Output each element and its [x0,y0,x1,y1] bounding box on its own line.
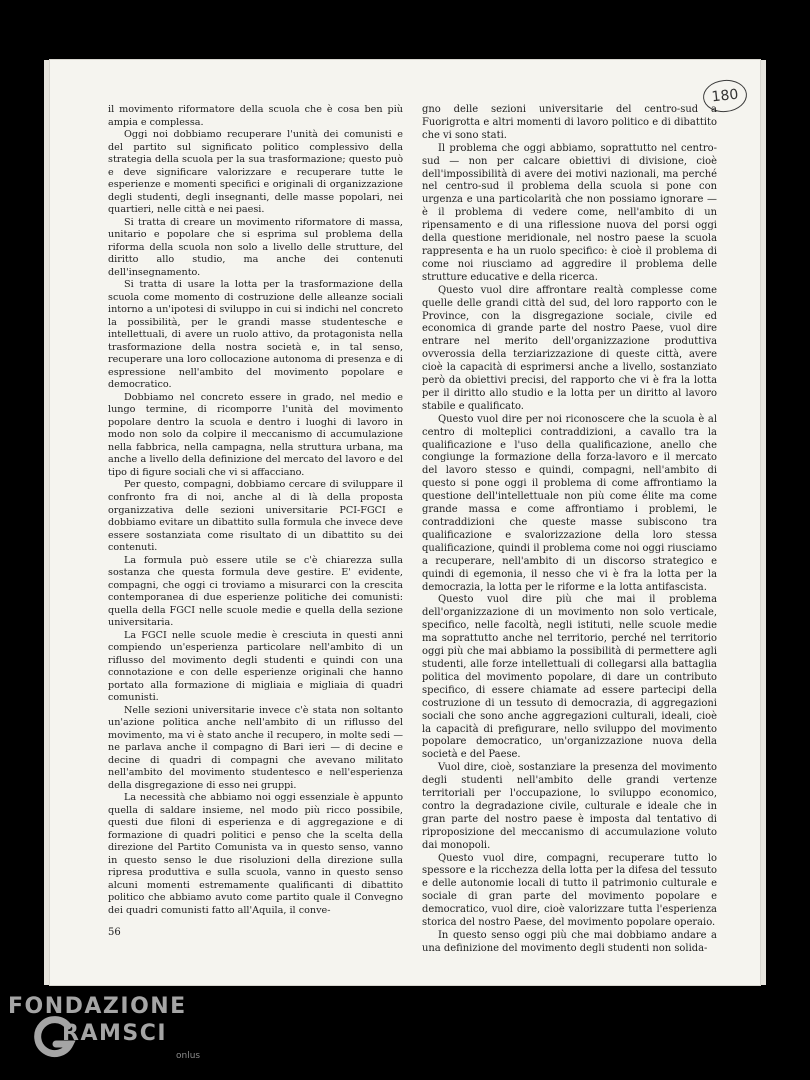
paragraph: Vuol dire, cioè, sostanziare la presenza del movimento degli studenti nell'ambito delle grandi vertenze territoriali per l'occupazione, lo sviluppo economico, contro la degradazione civile, culturale e ideale che in gran parte del nostro paese è imposta dal tentativo di riproposizione del meccanismo di accumulazione voluto dai monopoli. [422,762,717,851]
paragraph: gno delle sezioni universitarie del centro-sud a Fuorigrotta e altri momenti di lavoro politico e di dibattito che vi sono stati. [422,104,717,141]
paragraph: Oggi noi dobbiamo recuperare l'unità dei comunisti e del partito sul significato politico complessivo della strategia della scuola per la sua trasformazione; questo può e deve significare valorizzare e recuperare tutte le esperienze e momenti specifici e originali di organizzazione degli studenti, degli insegnanti, delle masse popolari, nei quartieri, nelle città e nei paesi. [108,129,403,216]
watermark-line2: RAMSCI [62,1021,168,1046]
paragraph: In questo senso oggi più che mai dobbiamo andare a una definizione del movimento degli studenti non solida- [422,930,717,954]
right-text-column [422,104,717,956]
paragraph: Questo vuol dire, compagni, recuperare tutto lo spessore e la ricchezza della lotta per la difesa del tessuto e delle autonomie locali di tutto il patrimonio culturale e sociale di gran parte del movimento popolare e democratico, vuol dire, cioè valorizzare tutta l'esperienza storica del nostro Paese, del movimento popolare operaio. [422,852,717,929]
paragraph: Per questo, compagni, dobbiamo cercare di sviluppare il confronto fra di noi, anche al di là della proposta organizzativa delle sezioni universitarie PCI-FGCI e dobbiamo evitare un dibattito sulla formula che invece deve essere sostanziata come risultato di un dibattito su dei contenuti. [108,479,403,554]
page-right-edge [760,60,766,985]
paragraph: La formula può essere utile se c'è chiarezza sulla sostanza che questa formula deve gestire. E' evidente, compagni, che oggi ci troviamo a misurarci con la crescita contemporanea di due esperienze politiche dei comunisti: quella della FGCI nelle scuole medie e quella della sezione universitaria. [108,554,403,629]
paragraph: Nelle sezioni universitarie invece c'è stata non soltanto un'azione politica anche nell'ambito di un riflusso del movimento, ma vi è stato anche il recupero, in molte sedi — ne parlava anche il compagno di Bari ieri — di decine e decine di quadri di compagni che avevano militato nell'ambito del movimento studentesco e nell'esperienza della disgregazione di esso nei gruppi. [108,704,403,791]
paragraph: Si tratta di creare un movimento riformatore di massa, unitario e popolare che si esprima sul problema della riforma della scuola non solo a livello delle strutture, del diritto allo studio, ma anche dei contenuti dell'insegnamento. [108,216,403,278]
paragraph: Dobbiamo nel concreto essere in grado, nel medio e lungo termine, di ricomporre l'unità del movimento popolare dentro la scuola e dentro i luoghi di lavoro in modo non solo da colpire il meccanismo di accumulazione nella fabbrica, nella campagna, nella struttura urbana, ma anche a livello della definizione del mercato del lavoro e del tipo di figure sociali che vi si affacciano. [108,391,403,478]
paragraph: Il problema che oggi abbiamo, soprattutto nel centro-sud — non per calcare obiettivi di divisione, cioè dell'impossibilità di avere dei motivi nazionali, ma perché nel centro-sud il problema della scuola si pone con urgenza e una particolarità che non possiamo ignorare — è il problema di vedere come, nell'ambito di un ripensamento e di una riflessione nuova del porsi oggi della questione meridionale, nel nostro paese la scuola rappresenta e ha un ruolo specifico: è cioè il problema di come noi riusciamo ad aggredire il problema delle strutture educative e della ricerca. [422,142,717,283]
watermark-onlus: onlus [176,1051,201,1061]
page-number: 56 [108,927,121,938]
document-page [50,60,760,985]
paragraph: La FGCI nelle scuole medie è cresciuta in questi anni compiendo un'esperienza particolare nell'ambito di un riflusso del movimento degli studenti e quindi con una connotazione e con delle esperienze originali che hanno portato alla formazione di migliaia e migliaia di quadri comunisti. [108,629,403,704]
left-text-column [108,104,403,918]
paragraph: Questo vuol dire affrontare realtà complesse come quelle delle grandi città del sud, del loro rapporto con le Province, con la disgregazione sociale, civile ed economica di grande parte del nostro Paese, vuol dire entrare nel merito dell'organizzazione produttiva ovverossia della terziarizzazione di queste città, avere cioè la capacità di esprimersi anche a livello, sostanziato però da obiettivi precisi, del rapporto che vi è fra la lotta per il diritto allo studio e la lotta per un diritto al lavoro stabile e qualificato. [422,284,717,412]
paragraph: La necessità che abbiamo noi oggi essenziale è appunto quella di saldare insieme, nel modo più ricco possibile, questi due filoni di esperienza e di aggregazione e di formazione di quadri politici e penso che la scelta della direzione del Partito Comunista va in questo senso, vanno in questo senso le due risoluzioni della direzione sulla ripresa produttiva e sulla scuola, vanno in questo senso alcuni momenti estremamente qualificanti di dibattito politico che abbiamo avuto come partito quale il Convegno dei quadri comunisti fatto all'Aquila, il conve- [108,792,403,916]
paragraph: Questo vuol dire più che mai il problema dell'organizzazione di un movimento non solo verticale, specifico, nelle facoltà, negli istituti, nelle scuole medie ma soprattutto anche nel territorio, perché nel territorio oggi più che mai abbiamo la possibilità di permettere agli studenti, alle forze intellettuali di collegarsi alla battaglia politica del movimento popolare, di dare un contributo specifico, di essere chiamate ad essere partecipi della costruzione di un tessuto di democrazia, di aggregazioni sociali che sono anche aggregazioni culturali, ideali, cioè la capacità di prefigurare, nello sviluppo del movimento popolare democratico, un'organizzazione nuova della società e del Paese. [422,594,717,761]
paragraph: Questo vuol dire per noi riconoscere che la scuola è al centro di molteplici contraddizioni, a cavallo tra la qualificazione e l'uso della qualificazione, anello che congiunge la formazione della forza-lavoro e il mercato del lavoro stesso e quindi, compagni, nell'ambito di questo si pone oggi il problema di come affrontiamo la questione dell'intellettuale non più come élite ma come grande massa e come affrontiamo i problemi, le contraddizioni che queste masse subiscono tra qualificazione e svalorizzazione della loro stessa qualificazione, quindi il problema come noi oggi riusciamo a recuperare, nell'ambito di un discorso strategico e quindi di egemonia, il nesso che vi è fra la lotta per la democrazia, la lotta per le riforme e la lotta antifascista. [422,413,718,593]
paragraph: il movimento riformatore della scuola che è cosa ben più ampia e complessa. [108,104,403,128]
watermark-line1: FONDAZIONE [8,994,187,1019]
archive-stamp: 180 [701,78,748,114]
paragraph: Si tratta di usare la lotta per la trasformazione della scuola come momento di costruzione delle alleanze sociali intorno a un'ipotesi di sviluppo in cui si indichi nel concreto la possibilità, per le grandi masse studentesche e intellettuali, di avere un ruolo attivo, da protagonista nella trasformazione della nostra società e, in tal senso, recuperare una loro collocazione autonoma di presenza e di espressione nell'ambito del movimento popolare e democratico. [108,279,403,391]
